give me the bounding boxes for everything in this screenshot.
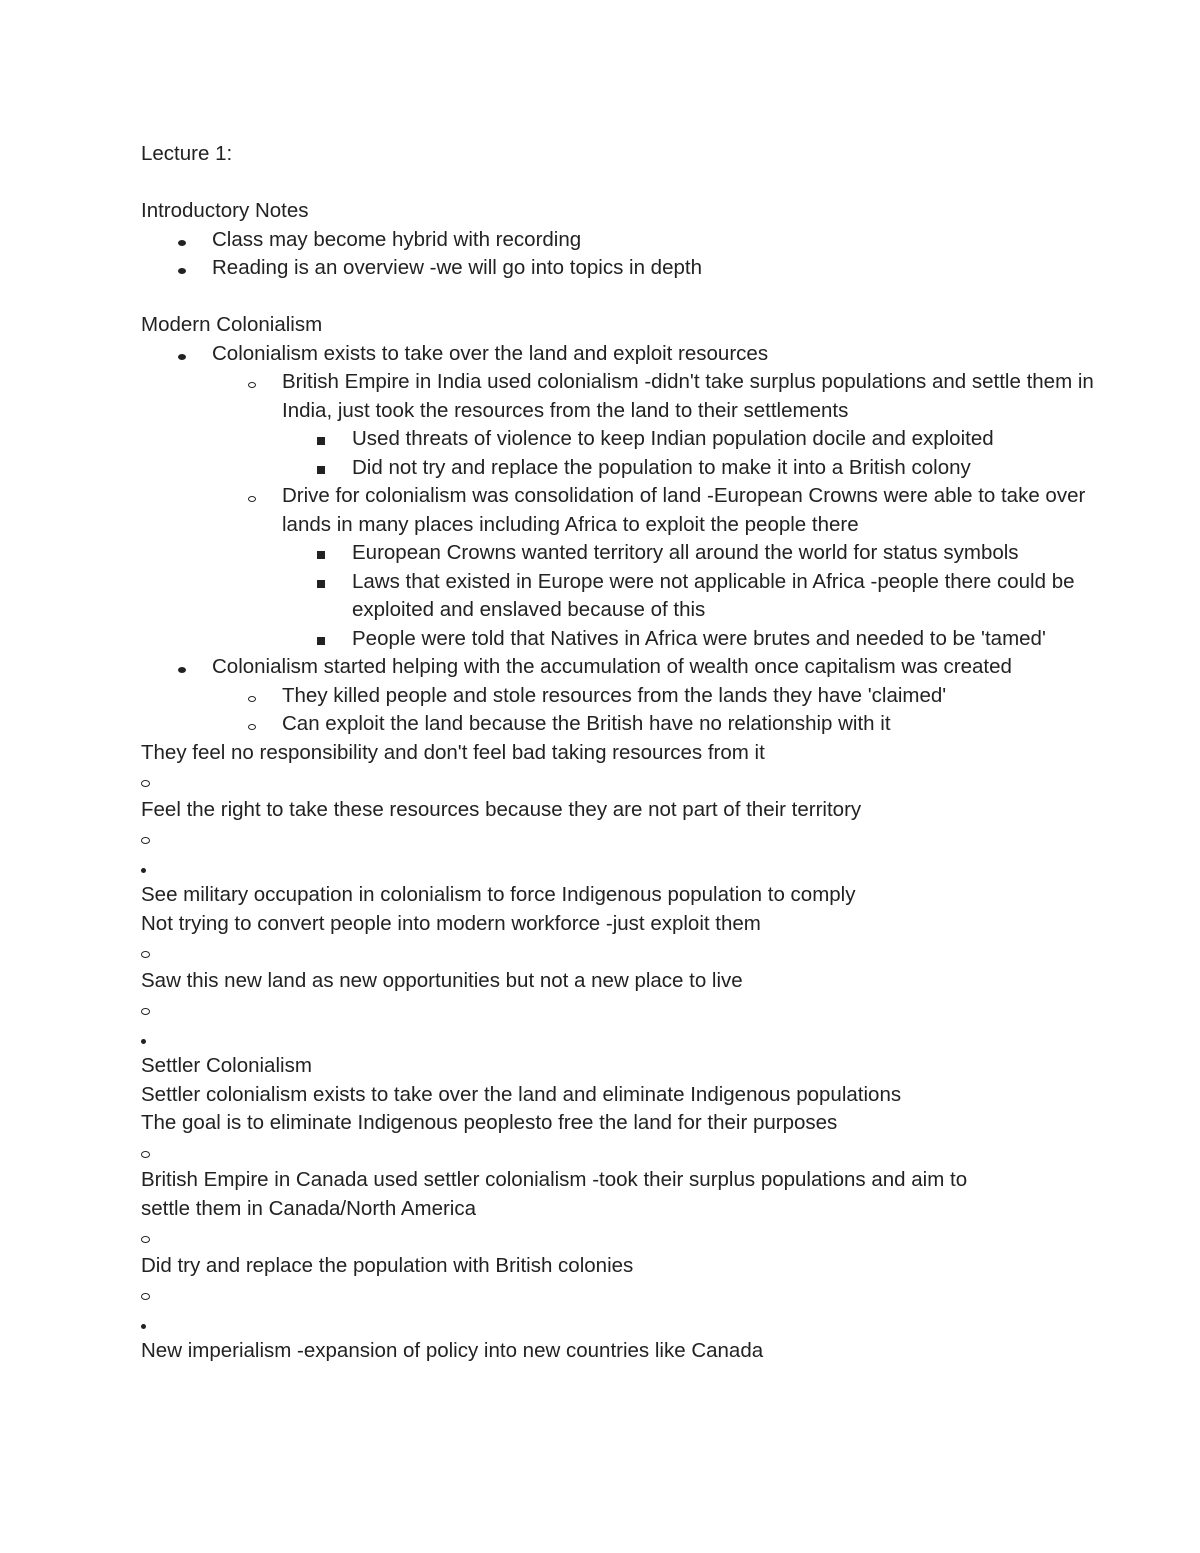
- stray-circle-bullet-icon: [141, 1280, 1101, 1309]
- document-page: [141, 140, 1101, 1366]
- modern-sub-sub-bullet: Laws that existed in Europe were not applicable in Africa -people there could be exploited and enslaved because of this: [141, 568, 1101, 625]
- stray-dot-bullet-icon: [141, 1024, 1101, 1053]
- stray-circle-bullet-icon: [141, 995, 1101, 1024]
- stray-circle-bullet-icon: [141, 824, 1101, 853]
- paragraph: Did try and replace the population with British colonies: [141, 1253, 634, 1277]
- bullet-circle-icon: [248, 482, 256, 511]
- modern-heading: Modern Colonialism: [141, 313, 323, 336]
- lecture-title: Lecture 1:: [141, 142, 233, 165]
- modern-sub-bullet: Drive for colonialism was consolidation of land -European Crowns were able to take over lands in many places including Africa to exploit the people there: [141, 482, 1101, 539]
- paragraph: Not trying to convert people into modern workforce -just exploit them: [141, 911, 761, 935]
- paragraph: They feel no responsibility and don't feel bad taking resources from it: [141, 740, 765, 764]
- stray-dot-bullet-icon: [141, 1309, 1101, 1338]
- paragraph: The goal is to eliminate Indigenous peoplesto free the land for their purposes: [141, 1111, 838, 1134]
- modern-bullet: Colonialism started helping with the accumulation of wealth once capitalism was created: [141, 653, 1101, 682]
- paragraph: Feel the right to take these resources because they are not part of their territory: [141, 797, 862, 821]
- bullet-disc-icon: [178, 226, 186, 255]
- modern-sub-bullet: They killed people and stole resources from the lands they have 'claimed': [141, 682, 1101, 711]
- stray-circle-bullet-icon: [141, 1223, 1101, 1252]
- stray-dot-bullet-icon: [141, 853, 1101, 882]
- modern-sub-sub-bullet: Did not try and replace the population to make it into a British colony: [141, 454, 1101, 483]
- modern-sub-sub-bullet: Used threats of violence to keep Indian population docile and exploited: [141, 425, 1101, 454]
- bullet-circle-icon: [248, 368, 256, 397]
- bullet-square-icon: [317, 568, 325, 597]
- modern-sub-sub-bullet: European Crowns wanted territory all around the world for status symbols: [141, 539, 1101, 568]
- paragraph: British Empire in Canada used settler colonialism -took their surplus populations and aim to settle them in Canada/North America: [141, 1168, 968, 1220]
- bullet-disc-icon: [178, 254, 186, 283]
- bullet-square-icon: [317, 625, 325, 654]
- blank-line: [141, 283, 1101, 312]
- modern-bullet: Colonialism exists to take over the land and exploit resources: [141, 340, 1101, 369]
- paragraph: New imperialism -expansion of policy into new countries like Canada: [141, 1339, 764, 1362]
- bullet-square-icon: [317, 425, 325, 454]
- bullet-disc-icon: [178, 653, 186, 682]
- stray-circle-bullet-icon: [141, 1138, 1101, 1167]
- bullet-disc-icon: [178, 340, 186, 369]
- paragraph: Settler colonialism exists to take over the land and eliminate Indigenous populations: [141, 1082, 902, 1106]
- intro-bullet: Reading is an overview -we will go into topics in depth: [141, 254, 1101, 283]
- bullet-square-icon: [317, 454, 325, 483]
- intro-bullet: Class may become hybrid with recording: [141, 226, 1101, 255]
- bullet-circle-icon: [248, 710, 256, 739]
- blank-line: [141, 169, 1101, 198]
- settler-heading: Settler Colonialism: [141, 1054, 312, 1077]
- modern-sub-bullet: Can exploit the land because the British have no relationship with it: [141, 710, 1101, 739]
- bullet-square-icon: [317, 539, 325, 568]
- stray-circle-bullet-icon: [141, 767, 1101, 796]
- modern-sub-bullet: British Empire in India used colonialism -didn't take surplus populations and settle them in India, just took the resources from the land to their settlements: [141, 368, 1101, 425]
- intro-heading: Introductory Notes: [141, 199, 309, 222]
- bullet-circle-icon: [248, 682, 256, 711]
- paragraph: See military occupation in colonialism to force Indigenous population to comply: [141, 883, 856, 906]
- stray-circle-bullet-icon: [141, 938, 1101, 967]
- paragraph: Saw this new land as new opportunities but not a new place to live: [141, 968, 743, 992]
- modern-sub-sub-bullet: People were told that Natives in Africa were brutes and needed to be 'tamed': [141, 625, 1101, 654]
